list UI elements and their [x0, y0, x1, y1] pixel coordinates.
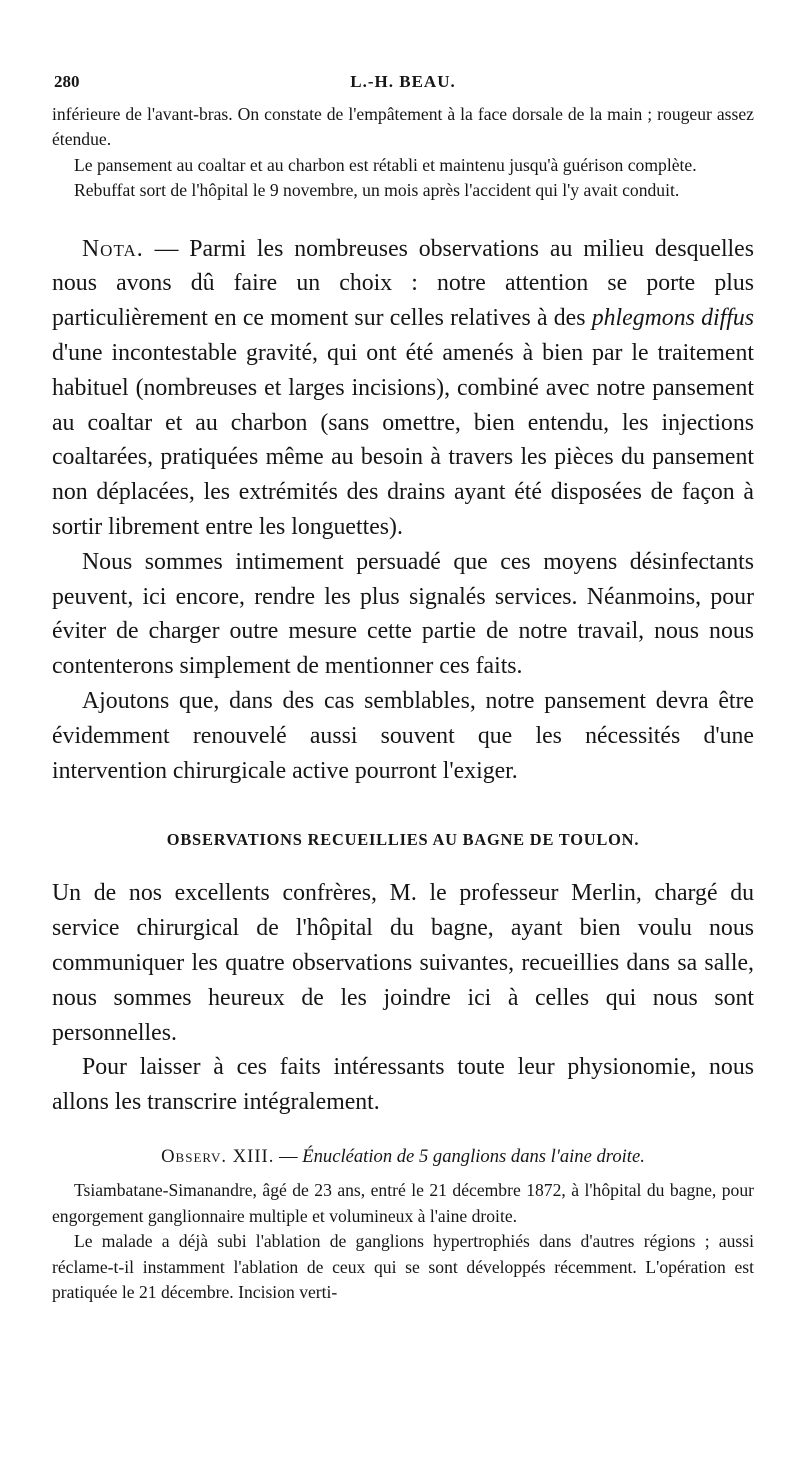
- observation-label: Observ. XIII.: [161, 1145, 275, 1167]
- observation-heading: [52, 1146, 754, 1168]
- observation-dash: —: [274, 1145, 303, 1167]
- paragraph: Pour laisser à ces faits intéressants toute leur physionomie, nous allons les transcrire intégralement.: [52, 1054, 754, 1116]
- case-conclusion: [52, 102, 754, 204]
- paragraph: Tsiambatane-Simanandre, âgé de 23 ans, entré le 21 décembre 1872, à l'hôpital du bagne, pour engorgement ganglionnaire multiple et volumineux à l'aine droite.: [52, 1179, 754, 1226]
- running-head: [52, 72, 754, 102]
- running-title: L.-H. BEAU.: [350, 72, 456, 91]
- nota-text-cont: d'une incontestable gravité, qui ont été amenés à bien par le traitement habituel (nombreuses et larges incisions), combiné avec notre pansement au coaltar et au charbon (sans omettre, bien entendu, les injections coaltarées, pratiquées même au besoin à travers les pièces du pansement non déplacées, les extrémités des drains ayant été disposées de façon à sortir librement entre les longuettes).: [52, 340, 754, 540]
- section-body: [52, 876, 754, 1120]
- nota-italic: phlegmons diffus: [591, 305, 754, 332]
- page: [52, 72, 754, 1306]
- section-heading: OBSERVATIONS RECUEILLIES AU BAGNE DE TOULON.: [166, 830, 640, 850]
- nota-text: — Parmi les nombreuses observations au milieu desquelles nous avons dû faire un choix : notre attention se porte plus particulièrement en ce moment sur celles relatives à des: [52, 235, 754, 332]
- nota-label: Nota.: [82, 235, 144, 262]
- paragraph: Nous sommes intimement persuadé que ces moyens désinfectants peuvent, ici encore, rendre les plus signalés services. Néanmoins, pour éviter de charger outre mesure cette partie de notre travail, nous nous contenterons simplement de mentionner ces faits.: [52, 548, 754, 680]
- nota-paragraph: [52, 232, 754, 545]
- paragraph: inférieure de l'avant-bras. On constate de l'empâtement à la face dorsale de la main ; rougeur assez étendue.: [52, 104, 754, 150]
- paragraph: Rebuffat sort de l'hôpital le 9 novembre, un mois après l'accident qui l'y avait conduit.: [74, 180, 680, 201]
- paragraph: Le pansement au coaltar et au charbon est rétabli et maintenu jusqu'à guérison complète.: [74, 154, 697, 175]
- nota-section: [52, 232, 754, 789]
- observation-title: Énucléation de 5 ganglions dans l'aine droite.: [302, 1145, 645, 1167]
- page-number: 280: [54, 72, 80, 91]
- paragraph: Ajoutons que, dans des cas semblables, notre pansement devra être évidemment renouvelé aussi souvent que les nécessités d'une intervention chirurgicale active pourront l'exiger.: [52, 687, 754, 784]
- paragraph: Le malade a déjà subi l'ablation de ganglions hypertrophiés dans d'autres régions ; aussi réclame-t-il instamment l'ablation de ceux qui se sont développés récemment. L'opération est pratiquée le 21 décembre. Incision verti-: [52, 1231, 754, 1303]
- observation-body: [52, 1178, 754, 1306]
- paragraph: Un de nos excellents confrères, M. le professeur Merlin, chargé du service chirurgical de l'hôpital du bagne, ayant bien voulu nous communiquer les quatre observations suivantes, recueillies dans sa salle, nous sommes heureux de les joindre ici à celles qui nous sont personnelles.: [52, 880, 754, 1046]
